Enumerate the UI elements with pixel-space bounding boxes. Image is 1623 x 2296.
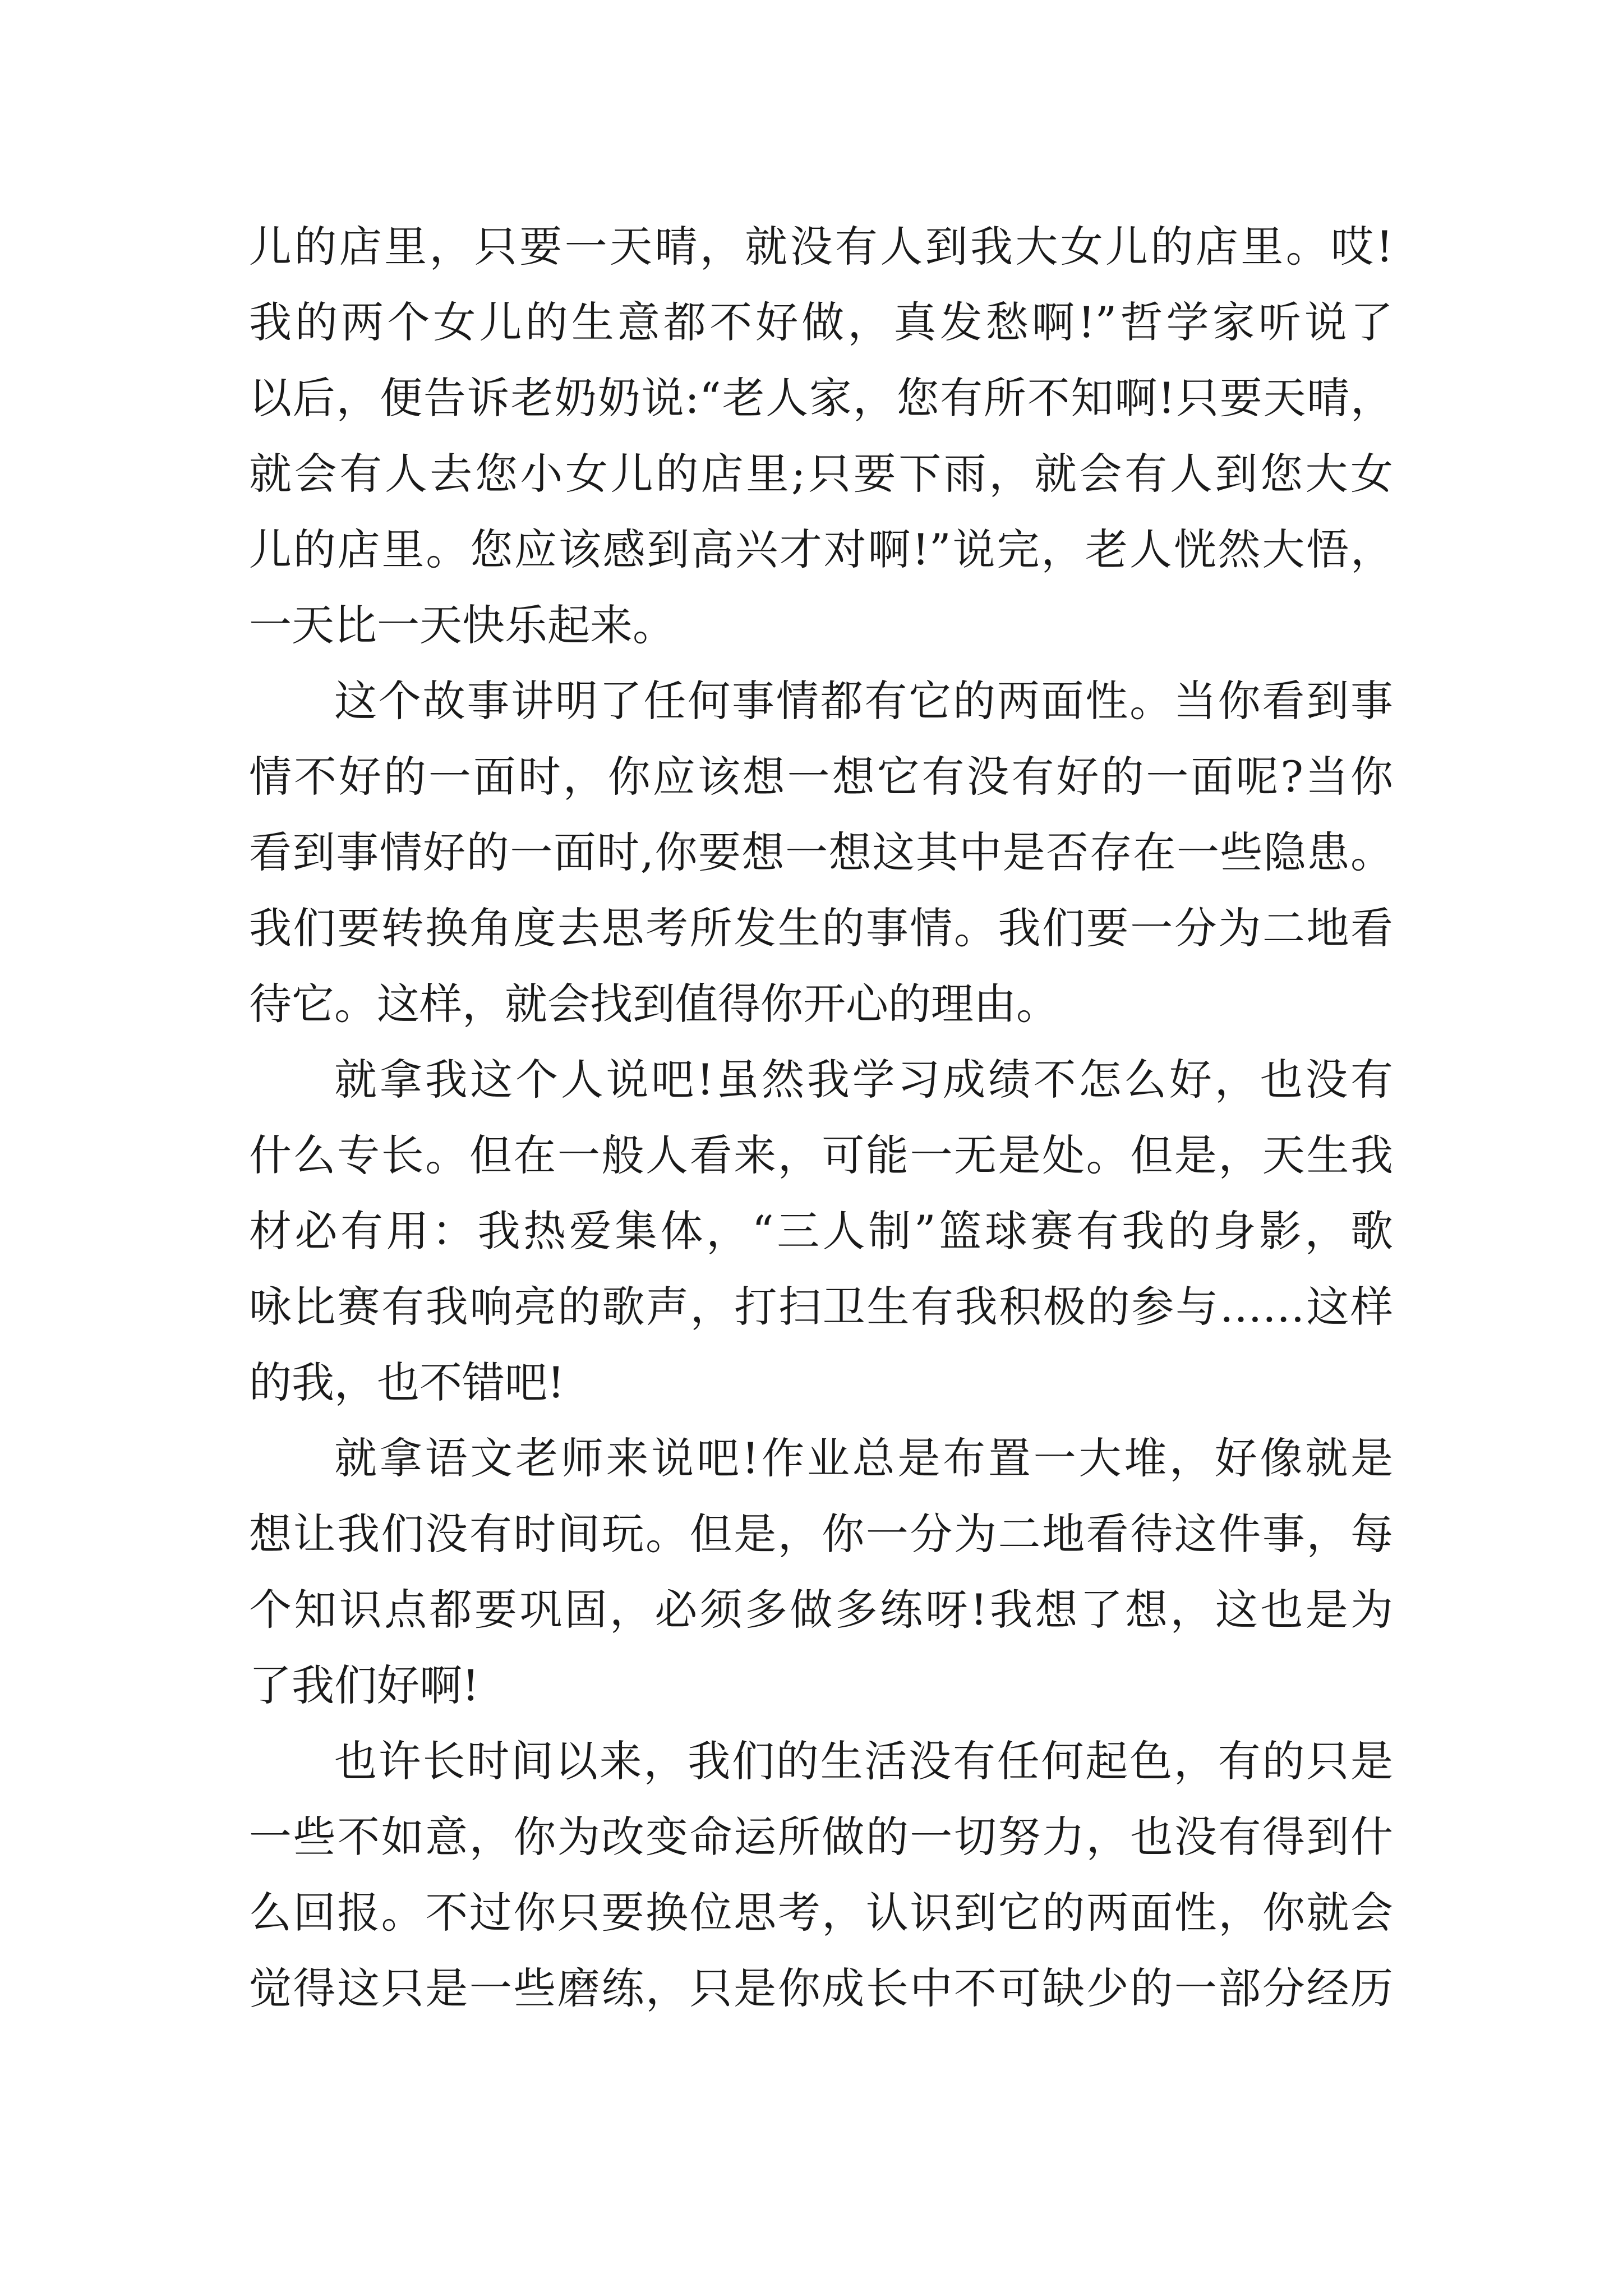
paragraph-3-line-1: 就拿我这个人说吧!虽然我学习成绩不怎么好，也没有 xyxy=(334,1055,1393,1105)
paragraph-1-line-4: 就会有人去您小女儿的店里;只要下雨，就会有人到您大女 xyxy=(249,449,1393,499)
paragraph-5-line-1: 也许长时间以来，我们的生活没有任何起色，有的只是 xyxy=(334,1736,1393,1786)
paragraph-1-line-1: 儿的店里，只要一天晴，就没有人到我大女儿的店里。哎! xyxy=(249,222,1393,272)
paragraph-4-line-4: 了我们好啊! xyxy=(249,1660,479,1710)
paragraph-5-line-3: 么回报。不过你只要换位思考，认识到它的两面性，你就会 xyxy=(249,1888,1393,1938)
paragraph-3-line-2: 什么专长。但在一般人看来，可能一无是处。但是，天生我 xyxy=(249,1130,1393,1180)
paragraph-3-line-3: 材必有用：我热爱集体，“三人制”篮球赛有我的身影，歌 xyxy=(249,1206,1393,1256)
paragraph-1-line-2: 我的两个女儿的生意都不好做，真发愁啊!”哲学家听说了 xyxy=(249,297,1393,347)
paragraph-2-line-2: 情不好的一面时，你应该想一想它有没有好的一面呢?当你 xyxy=(249,752,1393,802)
paragraph-4-line-3: 个知识点都要巩固，必须多做多练呀!我想了想，这也是为 xyxy=(249,1585,1393,1635)
paragraph-2-line-5: 待它。这样，就会找到值得你开心的理由。 xyxy=(249,979,1059,1029)
paragraph-2-line-3: 看到事情好的一面时,你要想一想这其中是否存在一些隐患。 xyxy=(249,827,1393,877)
paragraph-4-line-2: 想让我们没有时间玩。但是，你一分为二地看待这件事，每 xyxy=(249,1509,1393,1559)
paragraph-2-line-4: 我们要转换角度去思考所发生的事情。我们要一分为二地看 xyxy=(249,903,1393,953)
paragraph-1-line-5: 儿的店里。您应该感到高兴才对啊!”说完，老人恍然大悟， xyxy=(249,524,1393,574)
paragraph-1-line-6: 一天比一天快乐起来。 xyxy=(249,600,675,650)
paragraph-5-line-2: 一些不如意，你为改变命运所做的一切努力，也没有得到什 xyxy=(249,1812,1393,1862)
paragraph-3-line-4: 咏比赛有我响亮的歌声，打扫卫生有我积极的参与……这样 xyxy=(249,1282,1393,1332)
paragraph-4-line-1: 就拿语文老师来说吧!作业总是布置一大堆，好像就是 xyxy=(334,1433,1393,1483)
paragraph-3-line-5: 的我，也不错吧! xyxy=(249,1358,565,1407)
paragraph-2-line-1: 这个故事讲明了任何事情都有它的两面性。当你看到事 xyxy=(334,676,1393,726)
paragraph-1-line-3: 以后，便告诉老奶奶说:“老人家，您有所不知啊!只要天晴， xyxy=(249,373,1393,423)
paragraph-5-line-4: 觉得这只是一些磨练，只是你成长中不可缺少的一部分经历 xyxy=(249,1963,1393,2013)
